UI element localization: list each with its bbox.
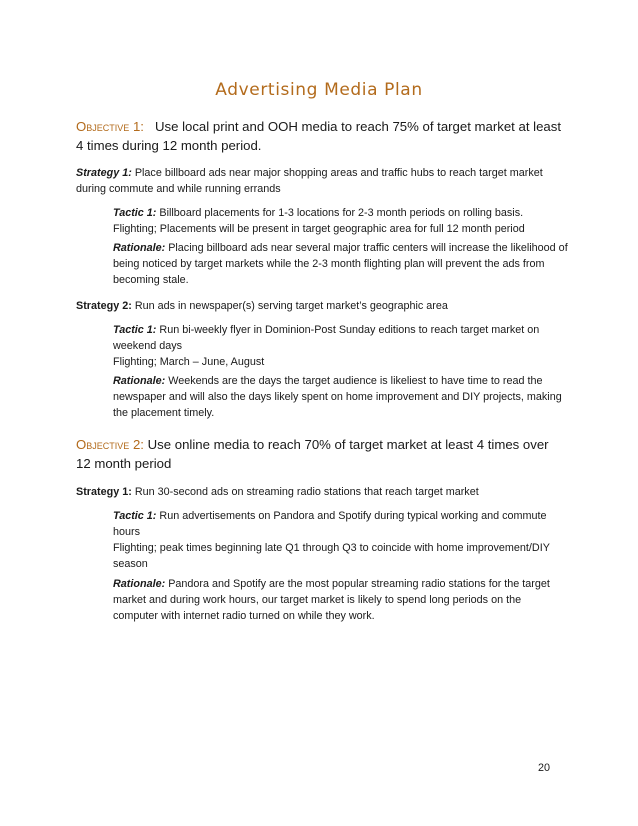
rationale-label: Rationale: bbox=[113, 578, 166, 590]
tactic-1-1 bbox=[113, 205, 568, 237]
strategy-text: Place billboard ads near major shopping areas and traffic hubs to reach target market during commute and while running errands bbox=[76, 167, 543, 195]
tactic-1-2 bbox=[113, 322, 568, 370]
rationale-1-2 bbox=[113, 373, 568, 421]
tactic-text: Run advertisements on Pandora and Spotify during typical working and commute hours bbox=[113, 510, 547, 538]
tactic-label: Tactic 1: bbox=[113, 207, 157, 219]
objective-2-text: Use online media to reach 70% of target market at least 4 times over 12 month period bbox=[76, 437, 549, 471]
objective-1 bbox=[76, 117, 566, 155]
objective-1-text: Use local print and OOH media to reach 75% of target market at least 4 times during 12 month period. bbox=[76, 119, 562, 153]
objective-1-label: Objective 1: bbox=[76, 119, 144, 134]
rationale-1-1 bbox=[113, 240, 568, 288]
tactic-label: Tactic 1: bbox=[113, 324, 157, 336]
tactic-text: Run bi-weekly flyer in Dominion-Post Sunday editions to reach target market on weekend days bbox=[113, 324, 540, 352]
strategy-1-1 bbox=[76, 165, 566, 197]
flighting-text: Flighting; March – June, August bbox=[113, 356, 265, 368]
rationale-text: Placing billboard ads near several major traffic centers will increase the likelihood of being noticed by target markets while the 2-3 month flighting plan will prevent the ads from becoming stale. bbox=[113, 242, 568, 286]
strategy-1-2 bbox=[76, 298, 566, 314]
page-number: 20 bbox=[537, 762, 550, 774]
objective-2-label: Objective 2: bbox=[76, 437, 144, 452]
rationale-2-1 bbox=[113, 576, 568, 624]
tactic-label: Tactic 1: bbox=[113, 510, 157, 522]
objective-2 bbox=[76, 435, 566, 473]
rationale-label: Rationale: bbox=[113, 242, 166, 254]
strategy-text: Run ads in newspaper(s) serving target market’s geographic area bbox=[134, 300, 448, 312]
strategy-2-1 bbox=[76, 484, 566, 500]
tactic-2-1 bbox=[113, 508, 568, 572]
rationale-text: Pandora and Spotify are the most popular streaming radio stations for the target market and during work hours, our target market is likely to spend long periods on the computer with internet radio turned on while they work. bbox=[113, 578, 550, 622]
tactic-text: Billboard placements for 1-3 locations for 2-3 month periods on rolling basis. bbox=[159, 207, 524, 219]
rationale-label: Rationale: bbox=[113, 375, 166, 387]
strategy-label: Strategy 2: bbox=[76, 300, 132, 312]
flighting-text: Flighting; Placements will be present in target geographic area for full 12 month period bbox=[113, 223, 525, 235]
page-title: Advertising Media Plan bbox=[215, 80, 423, 100]
rationale-text: Weekends are the days the target audience is likeliest to have time to read the newspaper and will also the days likely spent on home improvement and DIY projects, making the placement timely. bbox=[113, 375, 562, 419]
strategy-label: Strategy 1: bbox=[76, 486, 132, 498]
flighting-text: Flighting; peak times beginning late Q1 through Q3 to coincide with home improvement/DIY season bbox=[113, 542, 550, 570]
strategy-label: Strategy 1: bbox=[76, 167, 132, 179]
strategy-text: Run 30-second ads on streaming radio stations that reach target market bbox=[134, 486, 479, 498]
